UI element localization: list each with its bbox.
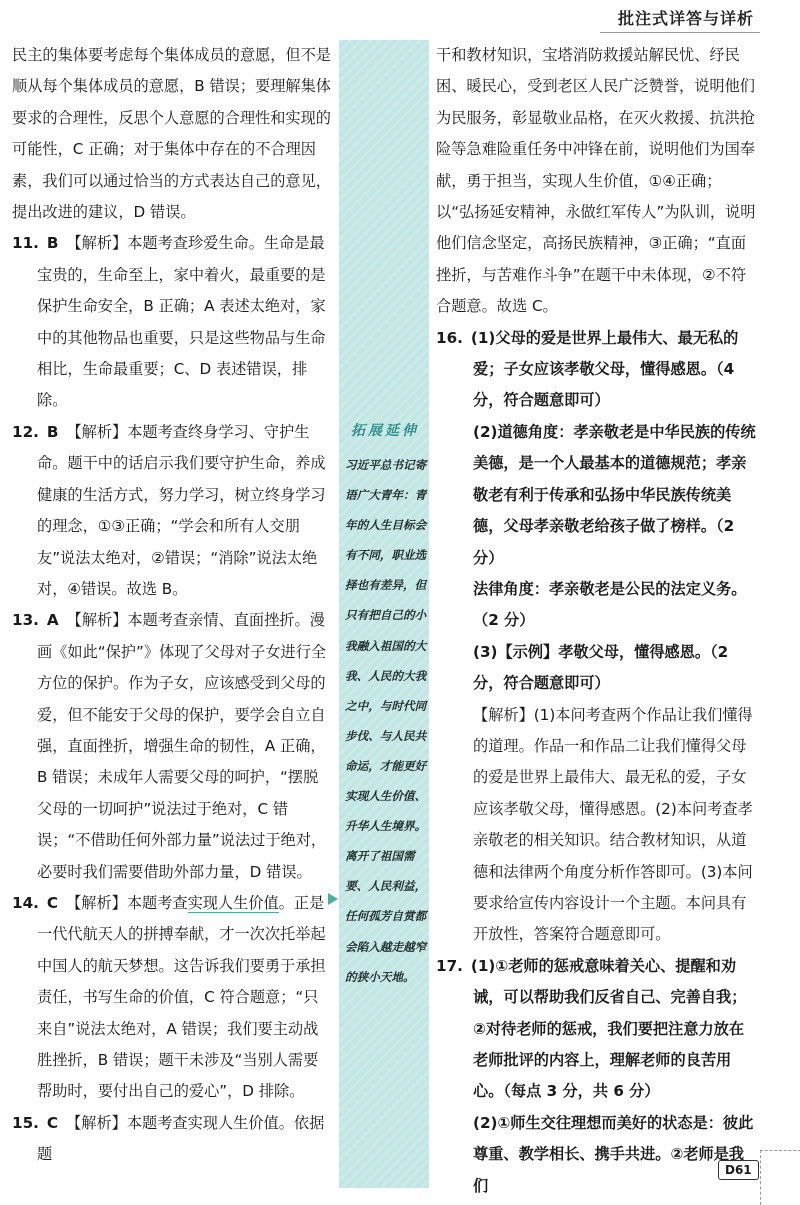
- question-number: 16.: [436, 328, 463, 347]
- question-14: [12, 888, 332, 1108]
- sidebar-title: 拓展延伸: [351, 423, 419, 439]
- question-15: [12, 1108, 332, 1171]
- analysis-text: 【解析】(1)本问考查两个作品让我们懂得的道理。作品一和作品二让我们懂得父母的爱是世界上最伟大、最无私的爱，子女应该孝敬父母，懂得感恩。(2)本问考查孝亲敬老的相关知识。结合教材知识，从道德和法律两个角度分析作答即可。(3)本问要求给宣传内容设计一个主题。本问具有开放性，答案符合题意即可。: [473, 705, 753, 944]
- running-header: 批注式详答与详析: [617, 9, 754, 28]
- question-number: 12.: [12, 422, 39, 441]
- analysis-text: 【解析】本题考查实现人生价值。依据题: [37, 1113, 325, 1164]
- page-number: D61: [718, 1160, 759, 1180]
- right-column: [436, 40, 758, 1202]
- answer-moral: (2)道德角度：孝亲敬老是中华民族的传统美德，是一个人最基本的道德规范；孝亲敬老有利于传承和弘扬中华民族传统美德，父母孝亲敬老给孩子做了榜样。（2 分）: [473, 422, 756, 567]
- sidebar-text: 习近平总书记寄语广大青年：青年的人生目标会有不同，职业选择也有差异，但只有把自己的小我融入祖国的大我、人民的大我之中，与时代同步伐、与人民共命运，才能更好实现人生价值、升华人生境界。离开了祖国需要、人民利益，任何孤芳自赏都会陷入越走越窄的狭小天地。: [345, 458, 427, 984]
- question-16-part-2: [436, 417, 758, 951]
- header-rule: [600, 32, 760, 33]
- question-number: 13.: [12, 611, 39, 630]
- question-13: [12, 605, 332, 888]
- analysis-text: 【解析】本题考查终身学习、守护生命。题干中的话启示我们要守护生命，养成健康的生活方式，努力学习，树立终身学习的理念，①③正确；“学会和所有人交朋友”说法太绝对，②错误；“消除”说法太绝对，④错误。故选 B。: [37, 422, 326, 598]
- question-number: 11.: [12, 234, 39, 253]
- answer-letter: B: [46, 422, 59, 441]
- page-corner-mark: [760, 1150, 800, 1205]
- question-17-part-2: (2)①师生交往理想而美好的状态是：彼此尊重、教学相长、携手共进。②老师是我们: [473, 1113, 754, 1195]
- question-15-continued: 干和教材知识，宝塔消防救援站解民忧、纾民困、暖民心，受到老区人民广泛赞誉，说明他们为民服务，彰显敬业品格，在灭火救援、抗洪抢险等急难险重任务中冲锋在前，说明他们为国奉献，勇于担当，实现人生价值，①④正确；以“弘扬延安精神，永做红军传人”为队训，说明他们信念坚定，高扬民族精神，③正确；“直面挫折，与苦难作斗争”在题干中未体现，②不符合题意。故选 C。: [436, 46, 756, 316]
- answer-legal: 法律角度：孝亲敬老是公民的法定义务。（2 分）: [473, 579, 747, 630]
- answer-letter: A: [46, 611, 59, 630]
- answer-part-3: (3)【示例】孝敬父母，懂得感恩。（2 分，符合题意即可）: [473, 642, 729, 693]
- question-number: 17.: [436, 956, 463, 975]
- intro-paragraph: 民主的集体要考虑每个集体成员的意愿，但不是顺从每个集体成员的意愿，B 错误；要理解集体要求的合理性，反思个人意愿的合理性和实现的可能性，C 正确；对于集体中存在的不合理因素，我们可以通过恰当的方式表达自己的意见，提出改进的建议，D 错误。: [12, 46, 331, 222]
- annotated-phrase: 实现人生价值: [187, 893, 279, 912]
- question-17: [436, 951, 758, 1108]
- answer-letter: C: [46, 893, 59, 912]
- question-12: [12, 417, 332, 605]
- left-column: [12, 40, 332, 1171]
- question-number: 15.: [12, 1113, 39, 1132]
- answer-part-1: (1)①老师的惩戒意味着关心、提醒和劝诫，可以帮助我们反省自己、完善自我；②对待老师的惩戒，我们要把注意力放在老师批评的内容上，理解老师的良苦用心。（每点 3 分，共 6 分）: [470, 956, 747, 1101]
- question-number: 14.: [12, 893, 39, 912]
- analysis-text: 【解析】本题考查亲情、直面挫折。漫画《如此“保护”》体现了父母对子女进行全方位的保护。作为子女，应该感受到父母的爱，但不能安于父母的保护，要学会自立自强，直面挫折，增强生命的韧性，A 正确，B 错误；未成年人需要父母的呵护，“摆脱父母的一切呵护”说法过于绝对，C 错误；“不借助任何外部力量”说法过于绝对，必要时我们需要借助外部力量，D 错误。: [37, 611, 327, 881]
- question-16: [436, 323, 758, 417]
- answer-letter: B: [46, 234, 59, 253]
- analysis-text: 【解析】本题考查珍爱生命。生命是最宝贵的，生命至上，家中着火，最重要的是保护生命安全，B 正确；A 表述太绝对，家中的其他物品也重要，只是这些物品与生命相比，生命最重要；C、D 表述错误，排除。: [37, 234, 326, 410]
- answer-letter: C: [46, 1113, 59, 1132]
- analysis-prefix: 【解析】本题考查: [66, 893, 188, 912]
- analysis-text: 。正是一代代航天人的拼搏奉献，才一次次托举起中国人的航天梦想。这告诉我们要勇于承担责任，书写生命的价值，C 符合题意；“只来自”说法太绝对，A 错误；我们要主动战胜挫折，B 错误；题干未涉及“当别人需要帮助时，要付出自己的爱心”，D 排除。: [37, 893, 326, 1101]
- answer-part-1: (1)父母的爱是世界上最伟大、最无私的爱；子女应该孝敬父母，懂得感恩。（4 分，符合题意即可）: [470, 328, 739, 410]
- annotation-arrow-icon: [328, 893, 338, 905]
- question-11: [12, 228, 332, 416]
